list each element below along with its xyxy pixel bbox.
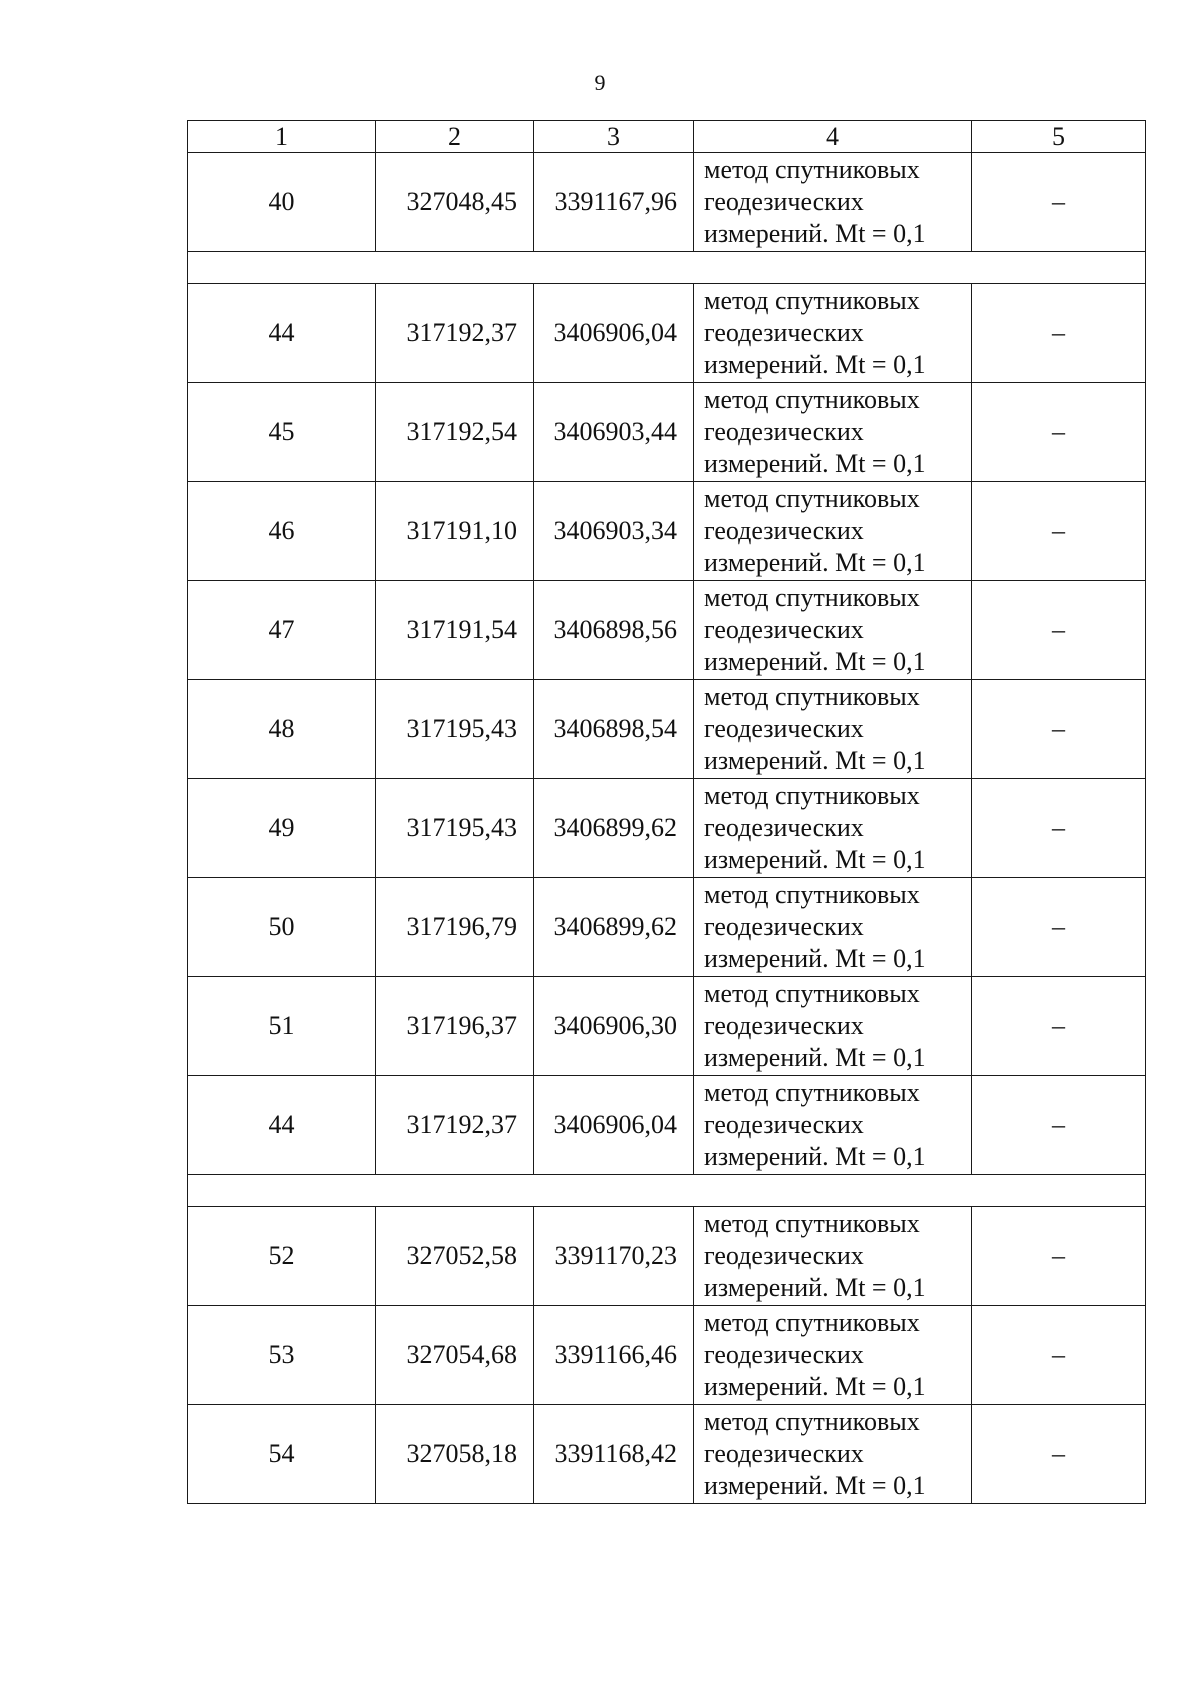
method-description-line: геодезических (704, 1011, 864, 1040)
x-coordinate-cell: 327058,18 (376, 1405, 534, 1504)
method-description-cell (694, 284, 972, 383)
section-separator-row (188, 1175, 1146, 1207)
method-description-cell (694, 153, 972, 252)
table-row (188, 383, 1146, 482)
method-description-line: измерений. Mt = 0,1 (704, 449, 926, 478)
method-description-cell (694, 779, 972, 878)
method-description-cell (694, 1076, 972, 1175)
note-cell: – (972, 1405, 1146, 1504)
method-description-line: измерений. Mt = 0,1 (704, 350, 926, 379)
table-row (188, 680, 1146, 779)
method-description-line: измерений. Mt = 0,1 (704, 548, 926, 577)
point-number-cell: 49 (188, 779, 376, 878)
x-coordinate-cell: 317192,37 (376, 284, 534, 383)
method-description-line: измерений. Mt = 0,1 (704, 1043, 926, 1072)
method-description-line: геодезических (704, 912, 864, 941)
table-body (188, 121, 1146, 1504)
method-description-line: геодезических (704, 1110, 864, 1139)
method-description-line: геодезических (704, 516, 864, 545)
note-cell: – (972, 482, 1146, 581)
method-description-line: геодезических (704, 714, 864, 743)
method-description-line: метод спутниковых (704, 583, 920, 612)
method-description-line: метод спутниковых (704, 1407, 920, 1436)
table-row (188, 153, 1146, 252)
method-description-line: метод спутниковых (704, 155, 920, 184)
method-description-line: геодезических (704, 187, 864, 216)
table-row (188, 977, 1146, 1076)
method-description-line: измерений. Mt = 0,1 (704, 1372, 926, 1401)
table-row (188, 1306, 1146, 1405)
table-row (188, 779, 1146, 878)
note-cell: – (972, 977, 1146, 1076)
x-coordinate-cell: 327054,68 (376, 1306, 534, 1405)
method-description-cell (694, 977, 972, 1076)
point-number-cell: 46 (188, 482, 376, 581)
x-coordinate-cell: 327048,45 (376, 153, 534, 252)
y-coordinate-cell: 3406898,56 (534, 581, 694, 680)
method-description-line: геодезических (704, 1241, 864, 1270)
y-coordinate-cell: 3406906,04 (534, 1076, 694, 1175)
method-description-line: метод спутниковых (704, 385, 920, 414)
y-coordinate-cell: 3391167,96 (534, 153, 694, 252)
table-row (188, 878, 1146, 977)
method-description-cell (694, 680, 972, 779)
separator-cell (188, 252, 1146, 284)
y-coordinate-cell: 3406906,04 (534, 284, 694, 383)
note-cell: – (972, 1306, 1146, 1405)
x-coordinate-cell: 317195,43 (376, 779, 534, 878)
x-coordinate-cell: 317192,54 (376, 383, 534, 482)
method-description-line: метод спутниковых (704, 1308, 920, 1337)
point-number-cell: 47 (188, 581, 376, 680)
x-coordinate-cell: 317191,54 (376, 581, 534, 680)
page-number: 9 (594, 70, 606, 95)
note-cell: – (972, 1207, 1146, 1306)
method-description-cell (694, 482, 972, 581)
method-description-cell (694, 383, 972, 482)
point-number-cell: 44 (188, 284, 376, 383)
table-row (188, 1405, 1146, 1504)
y-coordinate-cell: 3406903,34 (534, 482, 694, 581)
header-cell: 4 (694, 121, 972, 153)
y-coordinate-cell: 3406906,30 (534, 977, 694, 1076)
method-description-cell (694, 1306, 972, 1405)
x-coordinate-cell: 317196,37 (376, 977, 534, 1076)
method-description-cell (694, 1207, 972, 1306)
point-number-cell: 40 (188, 153, 376, 252)
y-coordinate-cell: 3406899,62 (534, 878, 694, 977)
note-cell: – (972, 581, 1146, 680)
y-coordinate-cell: 3406899,62 (534, 779, 694, 878)
y-coordinate-cell: 3391166,46 (534, 1306, 694, 1405)
method-description-line: геодезических (704, 615, 864, 644)
point-number-cell: 51 (188, 977, 376, 1076)
method-description-line: геодезических (704, 1340, 864, 1369)
point-number-cell: 53 (188, 1306, 376, 1405)
table-row (188, 1207, 1146, 1306)
y-coordinate-cell: 3391170,23 (534, 1207, 694, 1306)
section-separator-row (188, 252, 1146, 284)
method-description-line: метод спутниковых (704, 682, 920, 711)
method-description-line: метод спутниковых (704, 286, 920, 315)
method-description-line: измерений. Mt = 0,1 (704, 1142, 926, 1171)
method-description-line: метод спутниковых (704, 1209, 920, 1238)
header-cell: 2 (376, 121, 534, 153)
note-cell: – (972, 1076, 1146, 1175)
x-coordinate-cell: 317195,43 (376, 680, 534, 779)
note-cell: – (972, 680, 1146, 779)
method-description-line: измерений. Mt = 0,1 (704, 219, 926, 248)
note-cell: – (972, 779, 1146, 878)
method-description-line: измерений. Mt = 0,1 (704, 746, 926, 775)
table-row (188, 581, 1146, 680)
method-description-line: метод спутниковых (704, 1078, 920, 1107)
method-description-line: геодезических (704, 318, 864, 347)
coordinates-table (187, 120, 1146, 1504)
method-description-line: метод спутниковых (704, 880, 920, 909)
header-cell: 3 (534, 121, 694, 153)
x-coordinate-cell: 317196,79 (376, 878, 534, 977)
point-number-cell: 48 (188, 680, 376, 779)
method-description-line: геодезических (704, 417, 864, 446)
x-coordinate-cell: 317192,37 (376, 1076, 534, 1175)
point-number-cell: 45 (188, 383, 376, 482)
y-coordinate-cell: 3391168,42 (534, 1405, 694, 1504)
method-description-cell (694, 1405, 972, 1504)
method-description-line: геодезических (704, 813, 864, 842)
table-header-row (188, 121, 1146, 153)
method-description-line: геодезических (704, 1439, 864, 1468)
header-cell: 1 (188, 121, 376, 153)
method-description-cell (694, 878, 972, 977)
note-cell: – (972, 153, 1146, 252)
y-coordinate-cell: 3406903,44 (534, 383, 694, 482)
header-cell: 5 (972, 121, 1146, 153)
method-description-line: метод спутниковых (704, 781, 920, 810)
table-row (188, 482, 1146, 581)
point-number-cell: 52 (188, 1207, 376, 1306)
method-description-line: метод спутниковых (704, 484, 920, 513)
method-description-line: измерений. Mt = 0,1 (704, 1273, 926, 1302)
method-description-line: измерений. Mt = 0,1 (704, 845, 926, 874)
table-row (188, 284, 1146, 383)
y-coordinate-cell: 3406898,54 (534, 680, 694, 779)
point-number-cell: 50 (188, 878, 376, 977)
method-description-line: измерений. Mt = 0,1 (704, 944, 926, 973)
method-description-cell (694, 581, 972, 680)
method-description-line: метод спутниковых (704, 979, 920, 1008)
note-cell: – (972, 878, 1146, 977)
point-number-cell: 44 (188, 1076, 376, 1175)
table-row (188, 1076, 1146, 1175)
note-cell: – (972, 383, 1146, 482)
method-description-line: измерений. Mt = 0,1 (704, 647, 926, 676)
separator-cell (188, 1175, 1146, 1207)
point-number-cell: 54 (188, 1405, 376, 1504)
method-description-line: измерений. Mt = 0,1 (704, 1471, 926, 1500)
note-cell: – (972, 284, 1146, 383)
x-coordinate-cell: 327052,58 (376, 1207, 534, 1306)
x-coordinate-cell: 317191,10 (376, 482, 534, 581)
